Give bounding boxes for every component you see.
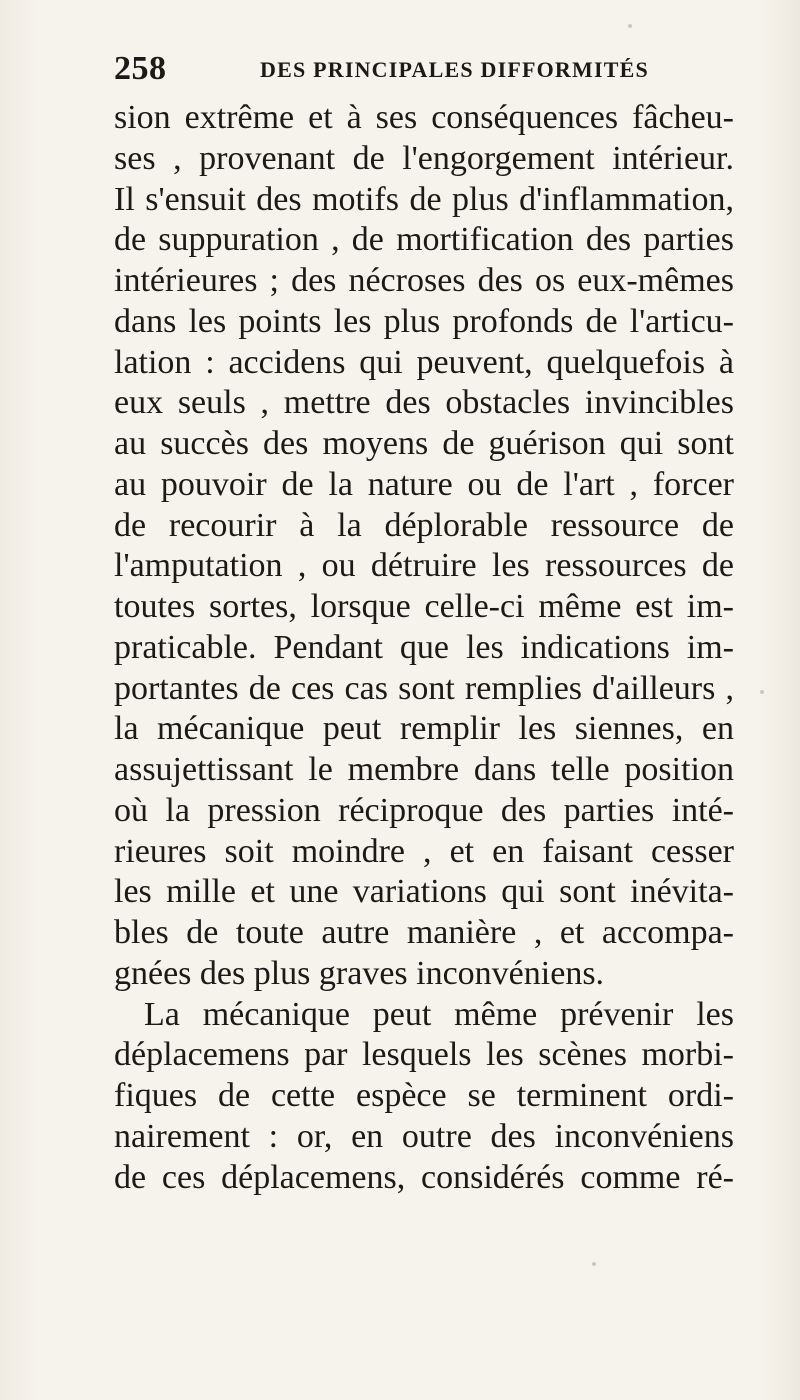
body-text <box>114 98 734 1198</box>
text-line: sion extrême et à ses conséquences fâcheu- <box>114 99 734 136</box>
text-line: assujettissant le membre dans telle position <box>114 751 734 788</box>
text-line: déplacemens par lesquels les scènes morbi- <box>114 1036 734 1074</box>
text-line: de ces déplacemens, considérés comme ré- <box>114 1158 734 1196</box>
text-line: ses , provenant de l'engorgement intérieur. <box>114 139 734 177</box>
text-line: intérieures ; des nécroses des os eux-mêmes <box>114 262 734 299</box>
page-number: 258 <box>114 50 167 87</box>
text-line: les mille et une variations qui sont inévita- <box>114 873 734 911</box>
text-line: portantes de ces cas sont remplies d'ailleurs , <box>114 669 734 707</box>
text-line: l'amputation , ou détruire les ressources de <box>114 547 734 585</box>
text-line: où la pression réciproque des parties inté- <box>114 791 734 829</box>
text-line: de suppuration , de mortification des parties <box>114 221 734 259</box>
text-line: eux seuls , mettre des obstacles invincibles <box>114 384 734 422</box>
running-title: DES PRINCIPALES DIFFORMITÉS <box>260 57 649 82</box>
text-line: La mécanique peut même prévenir les <box>144 995 734 1033</box>
text-line: de recourir à la déplorable ressource de <box>114 506 734 544</box>
text-line: au pouvoir de la nature ou de l'art , forcer <box>114 465 734 503</box>
text-line: fiques de cette espèce se terminent ordi- <box>114 1077 734 1114</box>
text-line: nairement : or, en outre des inconvéniens <box>114 1117 734 1155</box>
text-line: gnées des plus graves inconvéniens. <box>114 954 605 992</box>
text-line: toutes sortes, lorsque celle-ci même est im- <box>114 588 734 625</box>
text-line: rieures soit moindre , et en faisant cesser <box>114 832 734 870</box>
paper-speck <box>628 24 632 28</box>
text-line: dans les points les plus profonds de l'articu- <box>114 302 734 340</box>
text-line: au succès des moyens de guérison qui sont <box>114 425 734 462</box>
paper-speck <box>592 1262 596 1266</box>
text-line: Il s'ensuit des motifs de plus d'inflammation, <box>114 180 734 218</box>
text-line: la mécanique peut remplir les siennes, en <box>114 710 734 748</box>
text-line: bles de toute autre manière , et accompa- <box>114 914 734 951</box>
text-line: praticable. Pendant que les indications im- <box>114 628 734 666</box>
page-header <box>114 44 734 94</box>
paper-speck <box>760 690 764 694</box>
text-line: lation : accidens qui peuvent, quelquefois à <box>114 343 734 381</box>
